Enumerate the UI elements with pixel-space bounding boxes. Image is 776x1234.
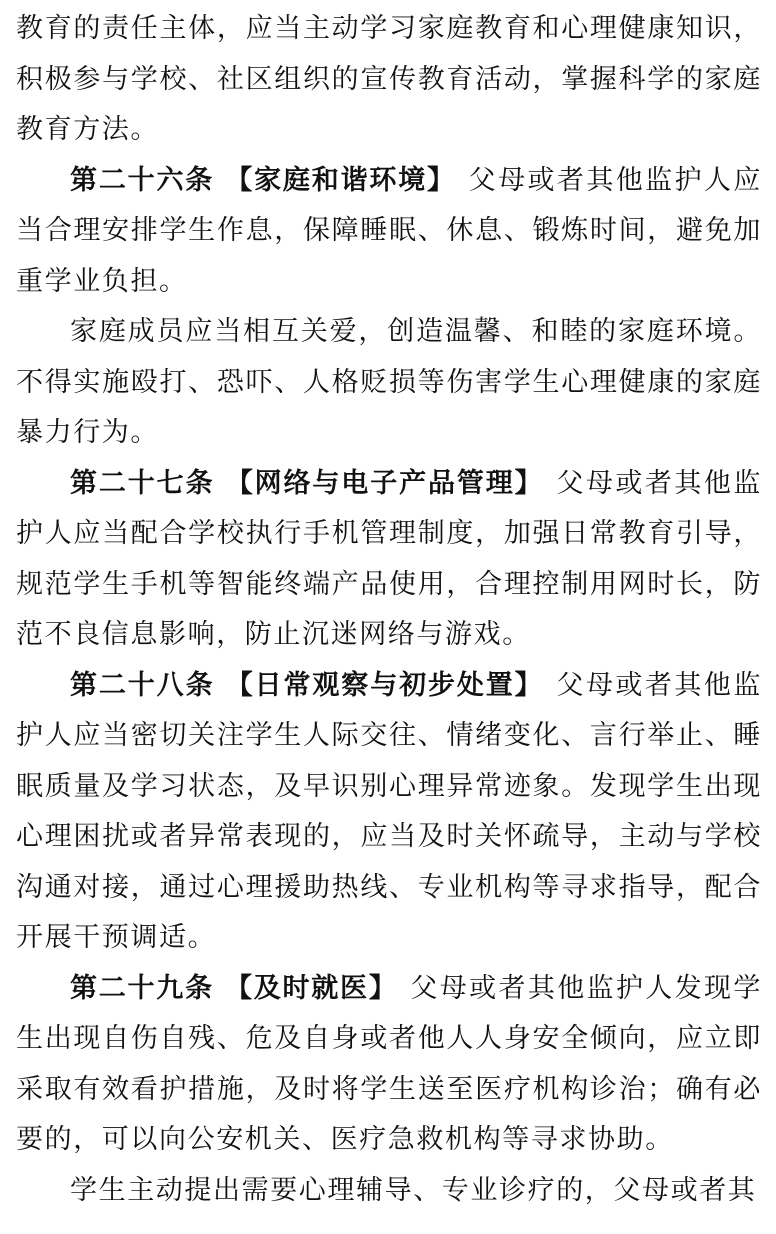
paragraph-text: 教育的责任主体，应当主动学习家庭教育和心理健康知识，积极参与学校、社区组织的宣传教育活动，掌握科学的家庭教育方法。 (16, 13, 762, 145)
paragraph-text: 父母或者其他监护人应当配合学校执行手机管理制度，加强日常教育引导，规范学生手机等智能终端产品使用，合理控制用网时长，防范不良信息影响，防止沉迷网络与游戏。 (16, 467, 763, 650)
article-26-paragraph-2 (16, 307, 762, 459)
article-26-paragraph (16, 156, 762, 308)
article-29-paragraph-2 (16, 1166, 762, 1217)
article-heading: 第二十六条 【家庭和谐环境】 (70, 164, 456, 196)
paragraph-continued (16, 4, 762, 156)
article-heading: 第二十七条 【网络与电子产品管理】 (70, 467, 544, 499)
paragraph-text: 家庭成员应当相互关爱，创造温馨、和睦的家庭环境。不得实施殴打、恐吓、人格贬损等伤害学生心理健康的家庭暴力行为。 (16, 316, 762, 448)
paragraph-text: 父母或者其他监护人应当合理安排学生作息，保障睡眠、休息、锻炼时间，避免加重学业负担。 (16, 164, 763, 297)
article-heading: 第二十九条 【及时就医】 (70, 972, 398, 1004)
paragraph-text: 父母或者其他监护人发现学生出现自伤自残、危及自身或者他人人身安全倾向，应立即采取有效看护措施，及时将学生送至医疗机构诊治；确有必要的，可以向公安机关、医疗急救机构等寻求协助。 (16, 972, 763, 1155)
paragraph-text: 学生主动提出需要心理辅导、专业诊疗的，父母或者其 (70, 1174, 757, 1206)
paragraph-text: 父母或者其他监护人应当密切关注学生人际交往、情绪变化、言行举止、睡眠质量及学习状态，及早识别心理异常迹象。发现学生出现心理困扰或者异常表现的，应当及时关怀疏导，主动与学校沟通对接，通过心理援助热线、专业机构等寻求指导，配合开展干预调适。 (16, 669, 763, 953)
article-27-paragraph (16, 459, 762, 661)
article-28-paragraph (16, 661, 762, 964)
article-heading: 第二十八条 【日常观察与初步处置】 (70, 669, 544, 701)
article-29-paragraph (16, 964, 762, 1166)
